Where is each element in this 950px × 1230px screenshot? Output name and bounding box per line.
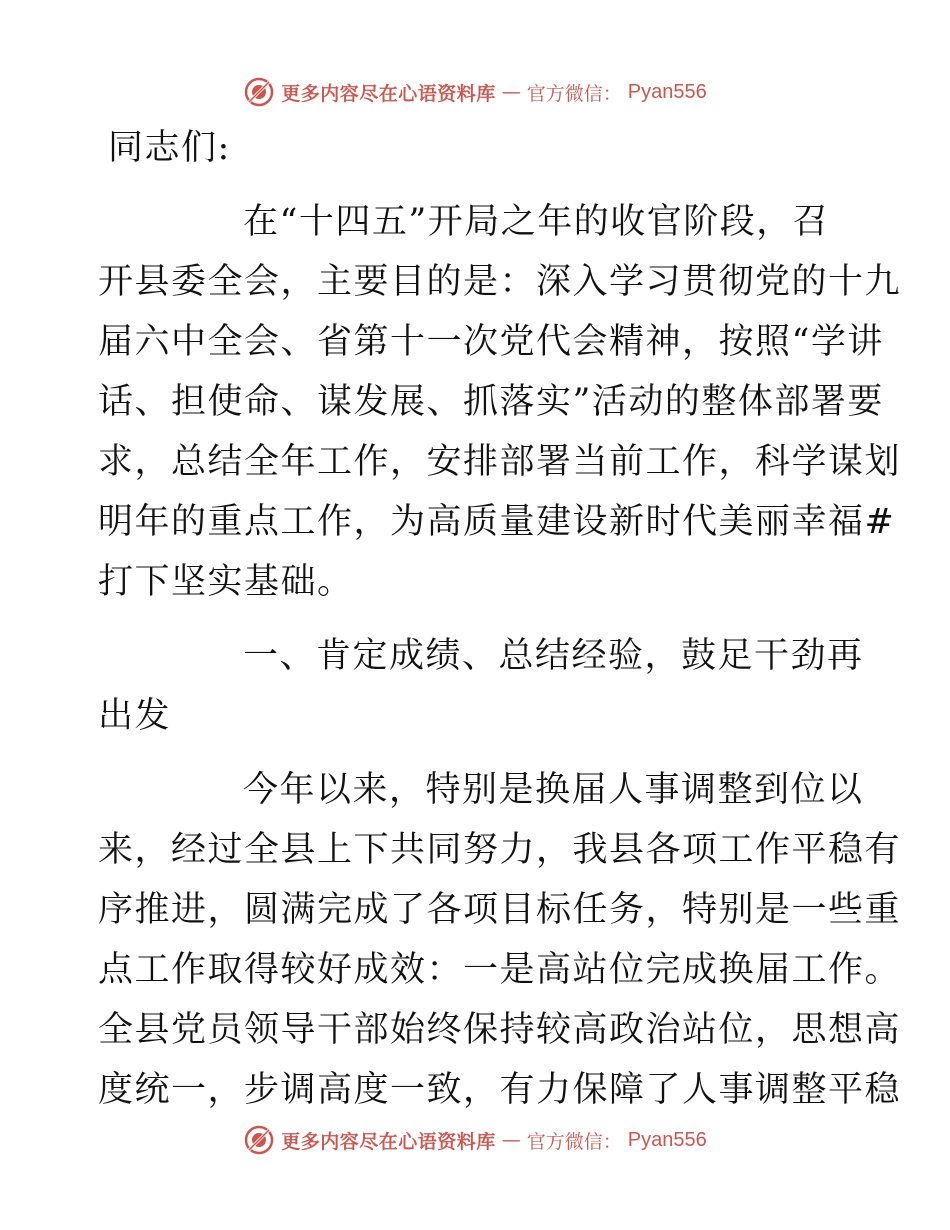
footer-banner [0,1120,950,1160]
heading-line: 一、肯定成绩、总结经验，鼓足干劲再 [243,636,864,676]
paragraph-achievements [98,760,902,1120]
paragraph-line: 点工作取得较好成效：一是高站位完成换届工作。 [98,950,902,990]
banner-wechat-id: Pyan556 [627,1128,707,1151]
paragraph-intro [98,192,902,612]
paragraph-line: 度统一，步调高度一致，有力保障了人事调整平稳 [98,1070,902,1110]
banner-text: 更多内容尽在心语资料库 [281,82,496,105]
section-heading [98,626,864,746]
banner-dash: — [501,81,521,103]
paragraph-line: 序推进，圆满完成了各项目标任务，特别是一些重 [98,890,902,930]
banner-wechat-id: Pyan556 [627,80,707,103]
paragraph-line: 开县委全会，主要目的是：深入学习贯彻党的十九 [98,262,902,302]
banner-text: 更多内容尽在心语资料库 [281,1130,496,1153]
salutation: 同志们: [108,128,231,168]
document-body [98,118,902,1120]
banner-wechat-label: 官方微信： [526,1130,622,1153]
heading-line: 出发 [98,696,172,736]
paragraph-line: 来，经过全县上下共同努力，我县各项工作平稳有 [98,830,902,870]
header-banner [0,72,950,112]
paragraph-line: 今年以来，特别是换届人事调整到位以 [243,770,864,810]
logo-icon [243,1124,275,1156]
paragraph-line: 打下坚实基础。 [98,562,354,602]
paragraph-line: 全县党员领导干部始终保持较高政治站位，思想高 [98,1010,902,1050]
banner-dash: — [501,1129,521,1151]
paragraph-line: 话、担使命、谋发展、抓落实”活动的整体部署要 [98,382,884,422]
banner-wechat-label: 官方微信： [526,82,622,105]
paragraph-line: 届六中全会、省第十一次党代会精神，按照“学讲 [98,322,884,362]
paragraph-line: 明年的重点工作，为高质量建设新时代美丽幸福# [98,502,896,542]
paragraph-line: 求，总结全年工作，安排部署当前工作，科学谋划 [98,442,902,482]
paragraph-line: 在“十四五”开局之年的收官阶段，召 [243,202,830,242]
logo-icon [243,76,275,108]
